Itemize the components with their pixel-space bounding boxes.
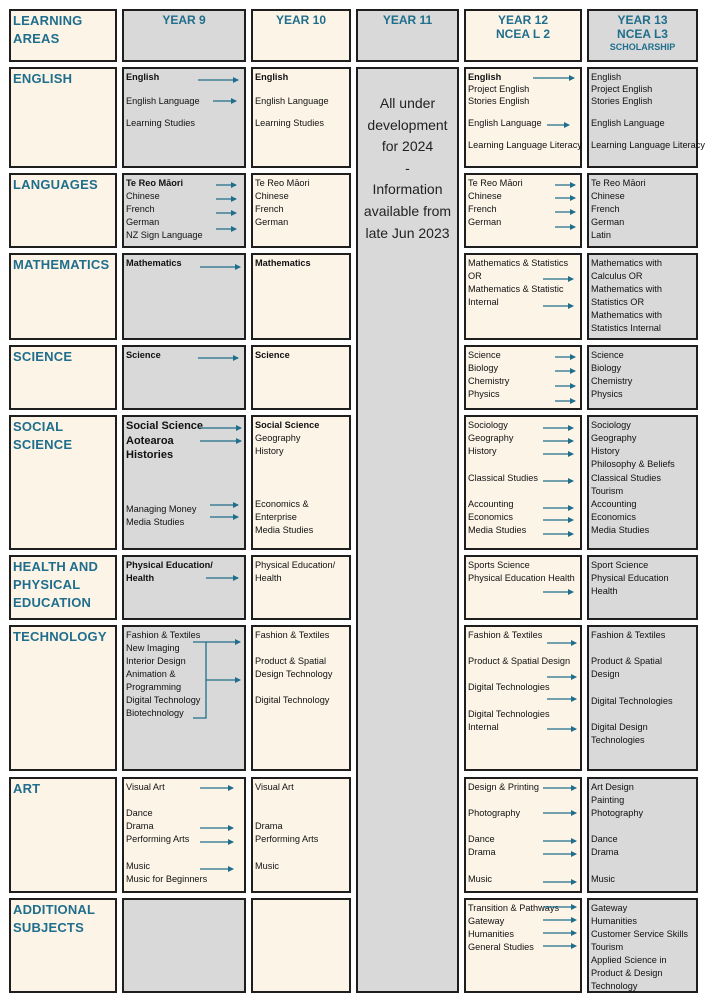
- header-year10-label: YEAR 10: [275, 13, 327, 27]
- subject: French: [591, 204, 620, 214]
- subject: New Imaging: [126, 643, 180, 653]
- subject: Health: [591, 586, 618, 596]
- subject: Drama: [126, 821, 154, 831]
- year11-note-line: All under: [379, 95, 436, 111]
- subject: Social Science: [126, 420, 204, 432]
- subject: Geography: [255, 433, 301, 443]
- subject: Chinese: [255, 191, 289, 201]
- subject: Gateway: [468, 916, 505, 926]
- subject: Design & Printing: [468, 782, 539, 792]
- subject: Physical Education/: [255, 560, 336, 570]
- subject: Photography: [591, 808, 644, 818]
- subject: Classical Studies: [591, 473, 661, 483]
- subject: Technologies: [591, 735, 645, 745]
- subject: Music: [255, 861, 279, 871]
- subject: Humanities: [591, 916, 637, 926]
- subject: Performing Arts: [255, 834, 319, 844]
- subject: Physics: [468, 389, 500, 399]
- subject: Humanities: [468, 929, 514, 939]
- subject: Te Reo Māori: [255, 178, 310, 188]
- subject: Product & Spatial: [255, 656, 326, 666]
- subject: Visual Art: [126, 782, 165, 792]
- subject: Te Reo Māori: [126, 178, 184, 188]
- area-health-label-3: EDUCATION: [13, 595, 92, 610]
- subject: Digital Technologies: [591, 696, 673, 706]
- subject: OR: [468, 271, 482, 281]
- subject: Health: [255, 573, 282, 583]
- subject: Transition & Pathways: [468, 903, 560, 913]
- subject: Dance: [591, 834, 618, 844]
- subject: Photography: [468, 808, 521, 818]
- subject: Enterprise: [255, 512, 297, 522]
- subject: Economics: [591, 512, 636, 522]
- subject: Media Studies: [468, 525, 527, 535]
- subject: Gateway: [591, 903, 628, 913]
- subject: Sport Science: [591, 560, 649, 570]
- subject: Media Studies: [126, 517, 185, 527]
- subject: Managing Money: [126, 504, 197, 514]
- subject: Economics: [468, 512, 513, 522]
- subject: Latin: [591, 230, 611, 240]
- subject: German: [591, 217, 625, 227]
- area-english-label: ENGLISH: [13, 71, 73, 86]
- subject: Programming: [126, 682, 182, 692]
- subject: Te Reo Māori: [591, 178, 646, 188]
- year11-note-line: available from: [363, 202, 452, 219]
- bracket-line-icon: [193, 642, 206, 718]
- area-technology-label: TECHNOLOGY: [13, 629, 107, 644]
- subject: Fashion & Textiles: [468, 630, 543, 640]
- subject: Mathematics with: [591, 310, 662, 320]
- subject: French: [126, 204, 155, 214]
- header-year12-line1: YEAR 12: [497, 13, 549, 27]
- subject: German: [468, 217, 502, 227]
- subject: General Studies: [468, 942, 534, 952]
- subject: Chinese: [591, 191, 625, 201]
- subject: English Language: [126, 96, 200, 106]
- subject: Health: [126, 573, 155, 583]
- subject: Social Science: [255, 420, 320, 430]
- subject: Mathematics & Statistic: [468, 284, 564, 294]
- subject: Music: [591, 874, 615, 884]
- subject: Drama: [255, 821, 283, 831]
- subject: English: [255, 72, 289, 82]
- subject: Project English: [591, 84, 653, 94]
- subject: Sociology: [591, 420, 631, 430]
- year11-note-line: Information: [372, 181, 443, 198]
- subject: Project English: [468, 84, 530, 94]
- header-year13-line2: NCEA L3: [617, 27, 668, 41]
- subject: German: [255, 217, 289, 227]
- subject: Performing Arts: [126, 834, 190, 844]
- subject: English: [126, 72, 160, 82]
- subject: Music: [126, 861, 150, 871]
- area-mathematics-label: MATHEMATICS: [13, 257, 110, 272]
- subject: English: [591, 72, 622, 82]
- subject: Product & Spatial: [591, 656, 662, 666]
- subject: History: [255, 446, 284, 456]
- subject: Digital Technologies: [468, 682, 550, 692]
- subject: Media Studies: [255, 525, 314, 535]
- year11-note-line: development: [367, 116, 448, 133]
- subject: Biology: [468, 363, 499, 373]
- year11-note-line: for 2024: [381, 138, 434, 155]
- subject: German: [126, 217, 160, 227]
- subject: Mathematics with: [591, 258, 662, 268]
- subject: Aotearoa: [126, 435, 174, 447]
- subject: Histories: [126, 449, 174, 461]
- subject: Stories English: [591, 96, 653, 106]
- area-science-label: SCIENCE: [13, 349, 73, 364]
- subject: Animation &: [126, 669, 176, 679]
- subject: Chinese: [126, 191, 160, 201]
- subject: Fashion & Textiles: [591, 630, 666, 640]
- subject: Statistics Internal: [591, 323, 661, 333]
- area-art-label: ART: [13, 781, 41, 796]
- area-social-science-label-2: SCIENCE: [13, 437, 73, 452]
- subject: Economics &: [255, 499, 309, 509]
- subject: Media Studies: [591, 525, 650, 535]
- header-year9-label: YEAR 9: [162, 13, 206, 27]
- subject: Biology: [591, 363, 622, 373]
- subject: Dance: [126, 808, 153, 818]
- subject: Interior Design: [126, 656, 186, 666]
- subject: Design: [591, 669, 620, 679]
- subject: Painting: [591, 795, 625, 805]
- area-health-label-2: PHYSICAL: [13, 577, 81, 592]
- area-health-label-1: HEALTH AND: [13, 559, 99, 574]
- header-year13-line1: YEAR 13: [617, 13, 668, 27]
- subject: Classical Studies: [468, 473, 538, 483]
- subject: Calculus OR: [591, 271, 643, 281]
- subject: Science: [126, 350, 161, 360]
- subject: Learning Studies: [255, 118, 324, 128]
- subject: Digital Technology: [255, 695, 330, 705]
- subject: Drama: [591, 847, 619, 857]
- subject: Sociology: [468, 420, 508, 430]
- subject: Digital Technology: [126, 695, 201, 705]
- subject: Dance: [468, 834, 495, 844]
- subject: Digital Technologies: [468, 709, 550, 719]
- subject: Sports Science: [468, 560, 530, 570]
- subject: Physical Education Health: [468, 573, 575, 583]
- subject: English: [468, 72, 502, 82]
- subject: Customer Service Skills: [591, 929, 689, 939]
- subject: History: [468, 446, 497, 456]
- subject: Applied Science in: [591, 955, 667, 965]
- subject: Science: [468, 350, 501, 360]
- subject: Mathematics: [126, 258, 182, 268]
- header-year11-label: YEAR 11: [382, 13, 433, 27]
- subject: Technology: [591, 981, 638, 991]
- year11-note-line: -: [405, 159, 410, 176]
- header-learning-areas-label: LEARNING AREAS: [13, 13, 83, 46]
- subject: Design Technology: [255, 669, 333, 679]
- subject: Physical Education: [591, 573, 669, 583]
- subject: Philosophy & Beliefs: [591, 459, 675, 469]
- area-social-science-label-1: SOCIAL: [13, 419, 64, 434]
- subject: Learning Language Literacy: [468, 140, 582, 150]
- area-additional-label-1: ADDITIONAL: [13, 902, 96, 917]
- year11-note-line: late Jun 2023: [365, 224, 450, 241]
- subject: Product & Design: [591, 968, 663, 978]
- subject: Fashion & Textiles: [126, 630, 201, 640]
- subject: Fashion & Textiles: [255, 630, 330, 640]
- subject: Product & Spatial Design: [468, 656, 571, 666]
- subject: French: [255, 204, 284, 214]
- subject: Biotechnology: [126, 708, 184, 718]
- subject: Physical Education/: [126, 560, 213, 570]
- header-year13-line3: SCHOLARSHIP: [609, 42, 676, 52]
- header-year12-line2: NCEA L 2: [495, 27, 550, 41]
- subject: Mathematics & Statistics: [468, 258, 569, 268]
- subject: Internal: [468, 297, 499, 307]
- subject: Internal: [468, 722, 499, 732]
- subject: Chemistry: [591, 376, 633, 386]
- subject: Stories English: [468, 96, 530, 106]
- subject: Statistics OR: [591, 297, 645, 307]
- subject: Accounting: [591, 499, 637, 509]
- subject: Chemistry: [468, 376, 510, 386]
- subject: Geography: [591, 433, 637, 443]
- area-languages-label: LANGUAGES: [13, 177, 98, 192]
- subject: Geography: [468, 433, 514, 443]
- subject: Digital Design: [591, 722, 648, 732]
- subject: English Language: [255, 96, 329, 106]
- subject: Mathematics with: [591, 284, 662, 294]
- subject: Learning Language Literacy: [591, 140, 705, 150]
- subject: NZ Sign Language: [126, 230, 203, 240]
- subject: Learning Studies: [126, 118, 195, 128]
- subject: Te Reo Māori: [468, 178, 523, 188]
- subject: English Language: [591, 118, 665, 128]
- subject: Mathematics: [255, 258, 311, 268]
- subject: Physics: [591, 389, 623, 399]
- subject: Drama: [468, 847, 496, 857]
- subject: Accounting: [468, 499, 514, 509]
- subject: Science: [591, 350, 624, 360]
- area-additional-label-2: SUBJECTS: [13, 920, 84, 935]
- subject: History: [591, 446, 620, 456]
- subject: Music for Beginners: [126, 874, 208, 884]
- subject: Chinese: [468, 191, 502, 201]
- subject: French: [468, 204, 497, 214]
- subject: Tourism: [591, 486, 624, 496]
- subject: English Language: [468, 118, 542, 128]
- subject: Music: [468, 874, 492, 884]
- subject: Art Design: [591, 782, 634, 792]
- subject: Science: [255, 350, 290, 360]
- subject: Visual Art: [255, 782, 294, 792]
- subject: Tourism: [591, 942, 624, 952]
